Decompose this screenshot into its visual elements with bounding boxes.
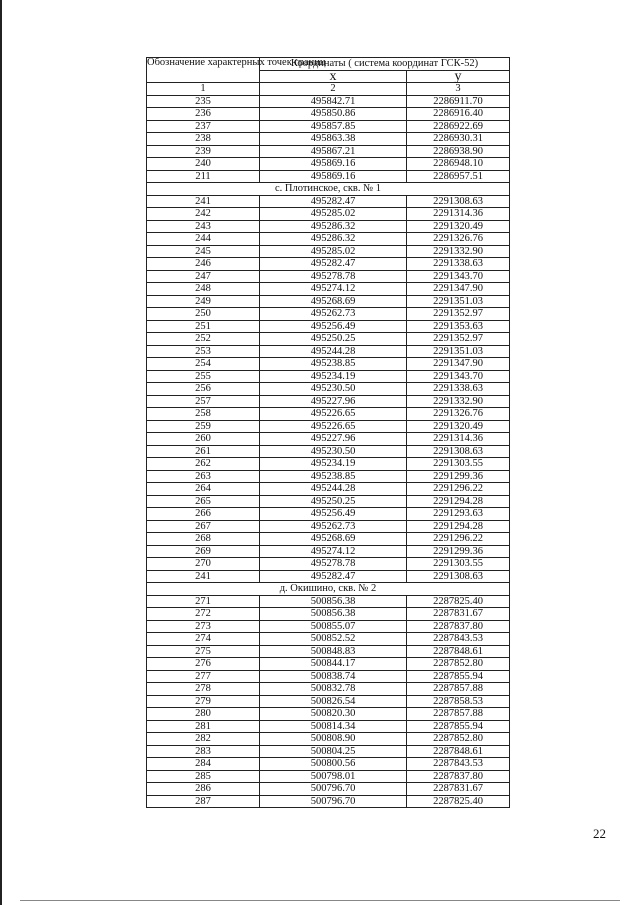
table-row [147,195,510,208]
point-number-cell: 245 [147,245,260,258]
x-coordinate-cell: 495226.65 [260,420,407,433]
table-row [147,108,510,121]
x-coordinate-cell: 495869.16 [260,158,407,171]
x-coordinate-cell: 495278.78 [260,270,407,283]
y-coordinate-cell: 2287857.88 [407,683,510,696]
x-coordinate-cell: 495262.73 [260,308,407,321]
point-number-cell: 281 [147,720,260,733]
point-number-cell: 268 [147,533,260,546]
table-row [147,395,510,408]
x-coordinate-cell: 495234.19 [260,458,407,471]
x-coordinate-cell: 500804.25 [260,745,407,758]
point-number-cell: 236 [147,108,260,121]
y-coordinate-cell: 2291351.03 [407,295,510,308]
table-row [147,258,510,271]
x-coordinate-cell: 495842.71 [260,95,407,108]
point-number-cell: 265 [147,495,260,508]
table-row [147,158,510,171]
x-coordinate-cell: 500826.54 [260,695,407,708]
table-row [147,320,510,333]
x-coordinate-cell: 500855.07 [260,620,407,633]
point-number-cell: 261 [147,445,260,458]
table-row [147,533,510,546]
x-coordinate-cell: 500848.83 [260,645,407,658]
x-coordinate-cell: 495282.47 [260,195,407,208]
y-coordinate-cell: 2287848.61 [407,745,510,758]
point-number-cell: 243 [147,220,260,233]
y-coordinate-cell: 2291308.63 [407,570,510,583]
point-number-cell: 276 [147,658,260,671]
x-coordinate-cell: 500800.56 [260,758,407,771]
x-coordinate-cell: 495285.02 [260,208,407,221]
table-row [147,295,510,308]
y-coordinate-cell: 2291296.22 [407,533,510,546]
y-coordinate-cell: 2291332.90 [407,245,510,258]
point-number-cell: 285 [147,770,260,783]
x-coordinate-cell: 495268.69 [260,533,407,546]
y-coordinate-cell: 2291326.76 [407,233,510,246]
y-coordinate-cell: 2291308.63 [407,445,510,458]
y-coordinate-cell: 2287843.53 [407,633,510,646]
point-number-cell: 263 [147,470,260,483]
scan-bottom-rule [20,900,620,901]
table-row [147,545,510,558]
y-coordinate-cell: 2291347.90 [407,358,510,371]
point-number-cell: 284 [147,758,260,771]
table-row [147,633,510,646]
point-number-cell: 279 [147,695,260,708]
x-coordinate-cell: 500820.30 [260,708,407,721]
header-x: х [260,70,407,83]
y-coordinate-cell: 2291338.63 [407,383,510,396]
y-coordinate-cell: 2291343.70 [407,270,510,283]
y-coordinate-cell: 2291299.36 [407,470,510,483]
y-coordinate-cell: 2286911.70 [407,95,510,108]
point-number-cell: 238 [147,133,260,146]
point-number-cell: 241 [147,195,260,208]
x-coordinate-cell: 495227.96 [260,395,407,408]
y-coordinate-cell: 2291293.63 [407,508,510,521]
x-coordinate-cell: 500814.34 [260,720,407,733]
x-coordinate-cell: 495244.28 [260,483,407,496]
x-coordinate-cell: 500808.90 [260,733,407,746]
point-number-cell: 262 [147,458,260,471]
x-coordinate-cell: 500796.70 [260,783,407,796]
table-row [147,733,510,746]
x-coordinate-cell: 495869.16 [260,170,407,183]
y-coordinate-cell: 2291299.36 [407,545,510,558]
table-row [147,795,510,808]
table-row [147,133,510,146]
x-coordinate-cell: 495256.49 [260,320,407,333]
x-coordinate-cell: 495278.78 [260,558,407,571]
point-number-cell: 250 [147,308,260,321]
x-coordinate-cell: 500798.01 [260,770,407,783]
y-coordinate-cell: 2291347.90 [407,283,510,296]
header-y: у [407,70,510,83]
point-number-cell: 283 [147,745,260,758]
point-number-cell: 271 [147,595,260,608]
table-row [147,558,510,571]
y-coordinate-cell: 2291352.97 [407,308,510,321]
x-coordinate-cell: 500856.38 [260,608,407,621]
x-coordinate-cell: 495850.86 [260,108,407,121]
table-row [147,783,510,796]
y-coordinate-cell: 2287843.53 [407,758,510,771]
y-coordinate-cell: 2287831.67 [407,608,510,621]
section-row [147,183,510,196]
x-coordinate-cell: 495230.50 [260,445,407,458]
x-coordinate-cell: 500832.78 [260,683,407,696]
y-coordinate-cell: 2291294.28 [407,520,510,533]
section-row [147,583,510,596]
point-number-cell: 247 [147,270,260,283]
header-coordinate-system: Координаты ( система координат ГСК-52) [260,58,510,71]
y-coordinate-cell: 2286922.69 [407,120,510,133]
table-row [147,770,510,783]
table-row [147,470,510,483]
x-coordinate-cell: 495250.25 [260,333,407,346]
table-row [147,145,510,158]
point-number-cell: 240 [147,158,260,171]
x-coordinate-cell: 495282.47 [260,570,407,583]
point-number-cell: 211 [147,170,260,183]
point-number-cell: 253 [147,345,260,358]
point-number-cell: 252 [147,333,260,346]
table-row [147,683,510,696]
y-coordinate-cell: 2287837.80 [407,770,510,783]
point-number-cell: 269 [147,545,260,558]
y-coordinate-cell: 2291314.36 [407,208,510,221]
y-coordinate-cell: 2286930.31 [407,133,510,146]
point-number-cell: 277 [147,670,260,683]
table-row [147,95,510,108]
y-coordinate-cell: 2287852.80 [407,658,510,671]
y-coordinate-cell: 2287855.94 [407,720,510,733]
table-row [147,233,510,246]
y-coordinate-cell: 2286916.40 [407,108,510,121]
table-row [147,670,510,683]
y-coordinate-cell: 2291320.49 [407,420,510,433]
point-number-cell: 274 [147,633,260,646]
y-coordinate-cell: 2291303.55 [407,458,510,471]
x-coordinate-cell: 500844.17 [260,658,407,671]
y-coordinate-cell: 2287852.80 [407,733,510,746]
y-coordinate-cell: 2286938.90 [407,145,510,158]
y-coordinate-cell: 2291338.63 [407,258,510,271]
table-row [147,758,510,771]
table-row [147,745,510,758]
table-row [147,595,510,608]
point-number-cell: 280 [147,708,260,721]
x-coordinate-cell: 495234.19 [260,370,407,383]
point-number-cell: 286 [147,783,260,796]
table-row [147,358,510,371]
y-coordinate-cell: 2286957.51 [407,170,510,183]
x-coordinate-cell: 495238.85 [260,358,407,371]
table-row [147,120,510,133]
x-coordinate-cell: 495227.96 [260,433,407,446]
y-coordinate-cell: 2287848.61 [407,645,510,658]
table-row [147,383,510,396]
x-coordinate-cell: 495863.38 [260,133,407,146]
table-row [147,170,510,183]
point-number-cell: 260 [147,433,260,446]
table-row [147,208,510,221]
table-row [147,658,510,671]
table-row [147,708,510,721]
y-coordinate-cell: 2291314.36 [407,433,510,446]
x-coordinate-cell: 500852.52 [260,633,407,646]
table-row [147,620,510,633]
y-coordinate-cell: 2291320.49 [407,220,510,233]
table-row [147,245,510,258]
point-number-cell: 244 [147,233,260,246]
table-row [147,220,510,233]
x-coordinate-cell: 495238.85 [260,470,407,483]
x-coordinate-cell: 495268.69 [260,295,407,308]
y-coordinate-cell: 2287857.88 [407,708,510,721]
x-coordinate-cell: 495286.32 [260,220,407,233]
point-number-cell: 266 [147,508,260,521]
scan-left-edge [0,0,2,905]
point-number-cell: 258 [147,408,260,421]
point-number-cell: 278 [147,683,260,696]
x-coordinate-cell: 500838.74 [260,670,407,683]
section-label: д. Окишино, скв. № 2 [147,583,510,596]
table-row [147,270,510,283]
x-coordinate-cell: 495282.47 [260,258,407,271]
point-number-cell: 241 [147,570,260,583]
point-number-cell: 273 [147,620,260,633]
point-number-cell: 254 [147,358,260,371]
y-coordinate-cell: 2291308.63 [407,195,510,208]
y-coordinate-cell: 2291303.55 [407,558,510,571]
table-row [147,308,510,321]
section-label: с. Плотинское, скв. № 1 [147,183,510,196]
y-coordinate-cell: 2291343.70 [407,370,510,383]
y-coordinate-cell: 2291332.90 [407,395,510,408]
x-coordinate-cell: 495285.02 [260,245,407,258]
point-number-cell: 242 [147,208,260,221]
y-coordinate-cell: 2287858.53 [407,695,510,708]
point-number-cell: 249 [147,295,260,308]
table-body [147,95,510,808]
table-row [147,720,510,733]
point-number-cell: 259 [147,420,260,433]
table-row [147,333,510,346]
point-number-cell: 256 [147,383,260,396]
point-number-cell: 255 [147,370,260,383]
table-row [147,520,510,533]
point-number-cell: 239 [147,145,260,158]
point-number-cell: 275 [147,645,260,658]
header-point-designation: Обозначение характерных точек границ [147,58,260,83]
point-number-cell: 257 [147,395,260,408]
table-header [147,58,510,96]
y-coordinate-cell: 2287825.40 [407,795,510,808]
table-row [147,495,510,508]
table-row [147,445,510,458]
header-column-number-1: 1 [147,83,260,96]
y-coordinate-cell: 2291326.76 [407,408,510,421]
header-column-number-2: 2 [260,83,407,96]
point-number-cell: 251 [147,320,260,333]
table-row [147,608,510,621]
point-number-cell: 235 [147,95,260,108]
table-row [147,420,510,433]
point-number-cell: 287 [147,795,260,808]
table-row [147,370,510,383]
x-coordinate-cell: 495857.85 [260,120,407,133]
coordinates-table [146,57,510,808]
y-coordinate-cell: 2287831.67 [407,783,510,796]
y-coordinate-cell: 2286948.10 [407,158,510,171]
y-coordinate-cell: 2291353.63 [407,320,510,333]
x-coordinate-cell: 495867.21 [260,145,407,158]
x-coordinate-cell: 495256.49 [260,508,407,521]
x-coordinate-cell: 495244.28 [260,345,407,358]
table-row [147,483,510,496]
point-number-cell: 270 [147,558,260,571]
point-number-cell: 267 [147,520,260,533]
y-coordinate-cell: 2291352.97 [407,333,510,346]
point-number-cell: 272 [147,608,260,621]
y-coordinate-cell: 2287855.94 [407,670,510,683]
table-row [147,283,510,296]
x-coordinate-cell: 500856.38 [260,595,407,608]
point-number-cell: 282 [147,733,260,746]
y-coordinate-cell: 2287837.80 [407,620,510,633]
y-coordinate-cell: 2287825.40 [407,595,510,608]
y-coordinate-cell: 2291296.22 [407,483,510,496]
point-number-cell: 248 [147,283,260,296]
table-row [147,570,510,583]
x-coordinate-cell: 500796.70 [260,795,407,808]
table-row [147,508,510,521]
table-row [147,408,510,421]
x-coordinate-cell: 495250.25 [260,495,407,508]
page-number: 22 [593,826,606,841]
header-column-number-3: 3 [407,83,510,96]
x-coordinate-cell: 495274.12 [260,545,407,558]
x-coordinate-cell: 495262.73 [260,520,407,533]
x-coordinate-cell: 495286.32 [260,233,407,246]
x-coordinate-cell: 495274.12 [260,283,407,296]
point-number-cell: 246 [147,258,260,271]
table-row [147,695,510,708]
x-coordinate-cell: 495226.65 [260,408,407,421]
table-row [147,458,510,471]
y-coordinate-cell: 2291294.28 [407,495,510,508]
y-coordinate-cell: 2291351.03 [407,345,510,358]
x-coordinate-cell: 495230.50 [260,383,407,396]
point-number-cell: 237 [147,120,260,133]
table-row [147,433,510,446]
table-row [147,345,510,358]
point-number-cell: 264 [147,483,260,496]
table-row [147,645,510,658]
